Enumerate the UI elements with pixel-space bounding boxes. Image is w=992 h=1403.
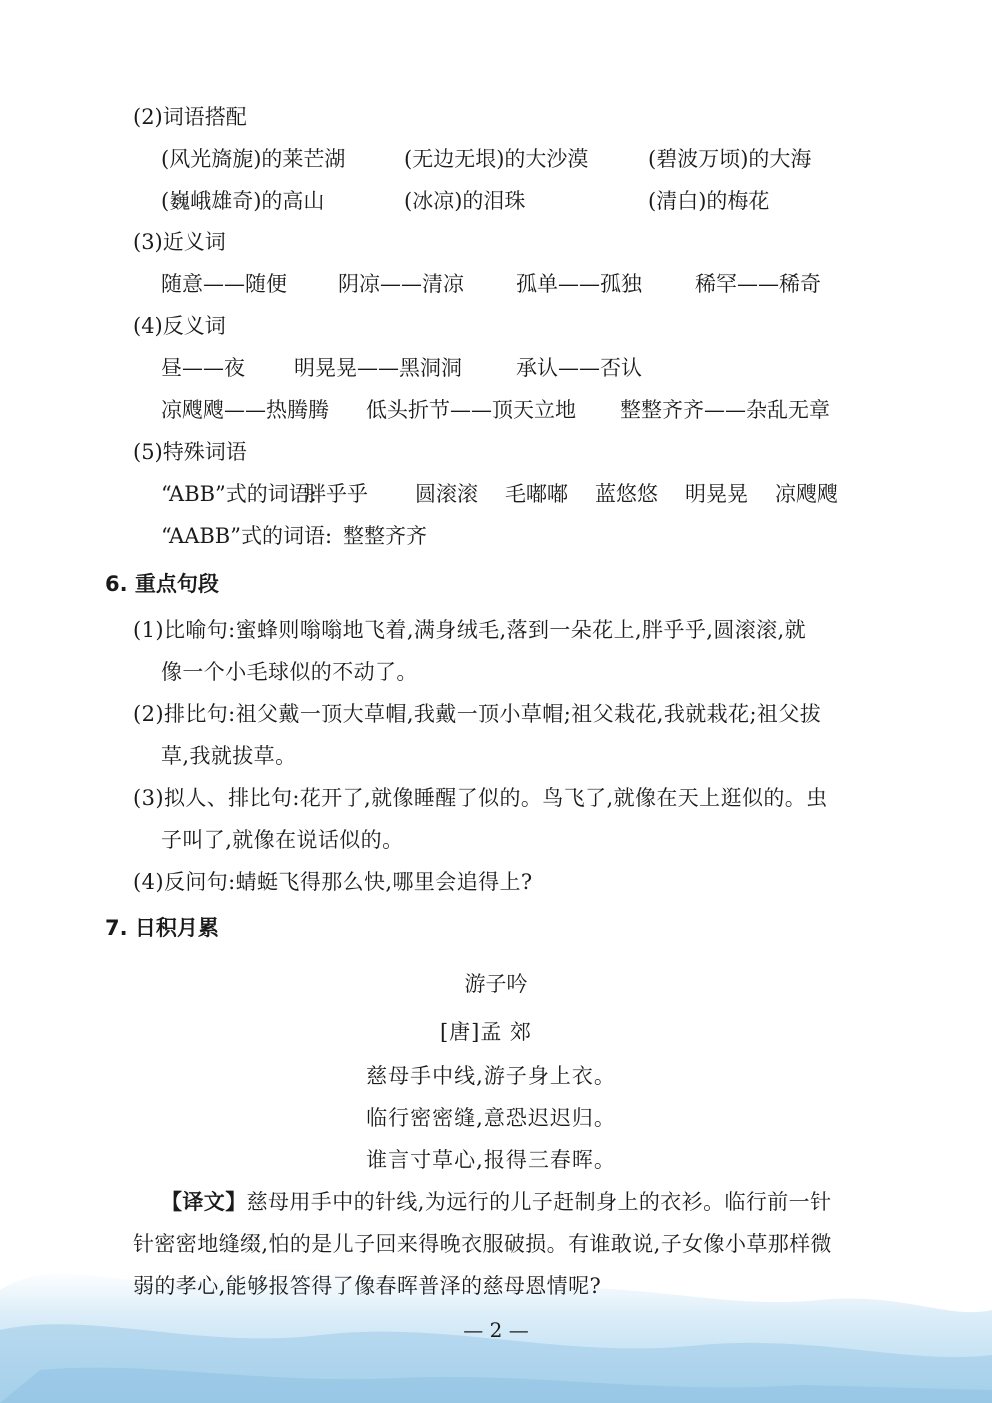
synonym-pair: 阴凉——清凉: [338, 272, 464, 296]
collocation-item: (风光旖旎)的莱芒湖: [161, 147, 346, 171]
page-number: — 2 —: [463, 1318, 529, 1342]
abb-word: 明晃晃: [685, 482, 748, 506]
aabb-word: 整整齐齐: [343, 524, 427, 548]
antonym-pair: 昼——夜: [161, 356, 245, 380]
section-title-antonyms: (4)反义词: [133, 314, 226, 338]
key-sentence-line: (4)反问句:蜻蜓飞得那么快,哪里会追得上?: [133, 870, 533, 894]
aabb-label: “AABB”式的词语:: [161, 524, 333, 548]
poem-author: [唐]孟 郊: [439, 1020, 533, 1044]
collocation-item: (无边无垠)的大沙漠: [404, 147, 589, 171]
antonym-pair: 整整齐齐——杂乱无章: [620, 398, 830, 422]
section-title-word-collocation: (2)词语搭配: [133, 105, 247, 129]
abb-label: “ABB”式的词语:: [161, 482, 317, 506]
translation-line: 针密密地缝缀,怕的是儿子回来得晚衣服破损。有谁敢说,子女像小草那样微: [133, 1232, 832, 1256]
translation-line: [161, 1186, 831, 1216]
section-title-special-words: (5)特殊词语: [133, 440, 247, 464]
key-sentence-line: (2)排比句:祖父戴一顶大草帽,我戴一顶小草帽;祖父栽花,我就栽花;祖父拔: [133, 702, 822, 726]
poem-title: 游子吟: [464, 972, 528, 996]
poem-line: 临行密密缝,意恐迟迟归。: [366, 1106, 616, 1130]
poem-line: 慈母手中线,游子身上衣。: [366, 1064, 616, 1088]
synonym-pair: 随意——随便: [161, 272, 287, 296]
abb-word: 蓝悠悠: [595, 482, 658, 506]
translation-text: 慈母用手中的针线,为远行的儿子赶制身上的衣衫。临行前一针: [246, 1190, 832, 1214]
abb-word: 凉飕飕: [775, 482, 838, 506]
heading-key-sentences: 6. 重点句段: [105, 572, 219, 596]
synonym-pair: 稀罕——稀奇: [695, 272, 821, 296]
antonym-pair: 明晃晃——黑洞洞: [294, 356, 462, 380]
key-sentence-line: 草,我就拔草。: [161, 744, 297, 768]
antonym-pair: 承认——否认: [516, 356, 642, 380]
key-sentence-line: 像一个小毛球似的不动了。: [161, 660, 418, 684]
key-sentence-line: 子叫了,就像在说话似的。: [161, 828, 404, 852]
key-sentence-line: (3)拟人、排比句:花开了,就像睡醒了似的。鸟飞了,就像在天上逛似的。虫: [133, 786, 828, 810]
heading-daily-accumulation: 7. 日积月累: [105, 916, 219, 940]
translation-tag: 【译文】: [161, 1190, 247, 1214]
abb-word: 圆滚滚: [415, 482, 478, 506]
collocation-item: (巍峨雄奇)的高山: [161, 189, 325, 213]
abb-word: 胖乎乎: [305, 482, 368, 506]
abb-word: 毛嘟嘟: [505, 482, 568, 506]
synonym-pair: 孤单——孤独: [516, 272, 642, 296]
poem-line: 谁言寸草心,报得三春晖。: [366, 1148, 616, 1172]
collocation-item: (冰凉)的泪珠: [404, 189, 526, 213]
antonym-pair: 低头折节——顶天立地: [366, 398, 576, 422]
collocation-item: (碧波万顷)的大海: [648, 147, 812, 171]
section-title-synonyms: (3)近义词: [133, 230, 226, 254]
translation-line: 弱的孝心,能够报答得了像春晖普泽的慈母恩情呢?: [133, 1274, 602, 1298]
collocation-item: (清白)的梅花: [648, 189, 770, 213]
antonym-pair: 凉飕飕——热腾腾: [161, 398, 329, 422]
key-sentence-line: (1)比喻句:蜜蜂则嗡嗡地飞着,满身绒毛,落到一朵花上,胖乎乎,圆滚滚,就: [133, 618, 806, 642]
